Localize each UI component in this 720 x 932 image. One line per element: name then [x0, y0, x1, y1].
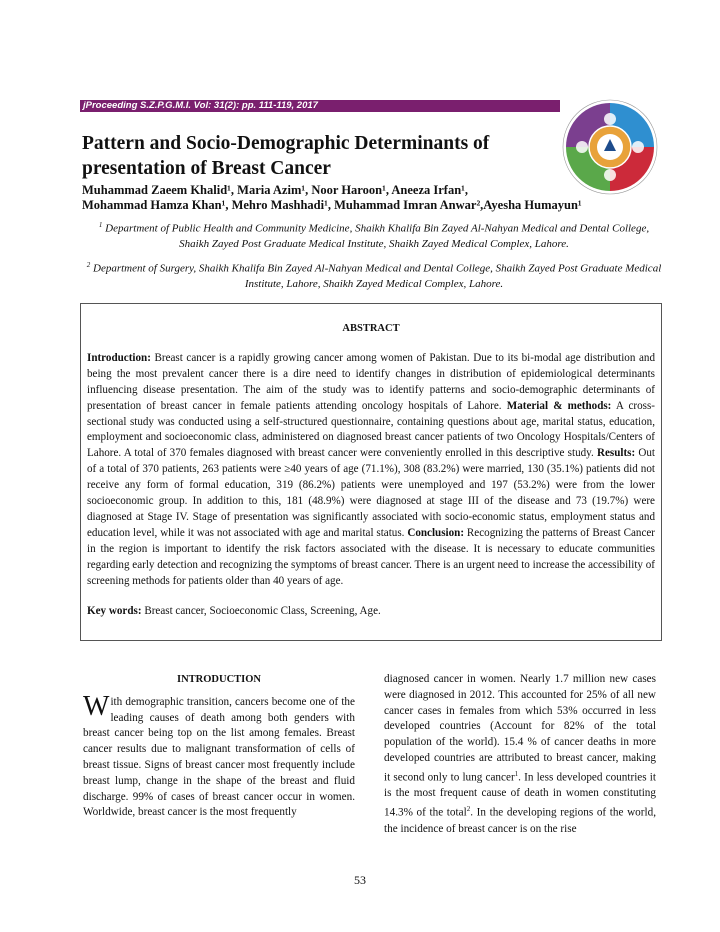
introduction-heading: INTRODUCTION [176, 674, 261, 685]
introduction-right-text-a: diagnosed cancer in women. Nearly 1.7 million new cases were diagnosed in 2012. This accounted for 25% of all new cancer cases in females from which 53% occurred in less developed countries (Account for 82% of the total population of the world). 15.4 % of cancer deaths in more developed countries are attributed to breast cancer, making it second only to lung cancer [384, 673, 656, 784]
keywords-label: Key words: [87, 604, 142, 617]
introduction-right-text-c: . In the developing regions of the world, the incidence of breast cancer is on the rise [384, 806, 656, 835]
introduction-left-text: ith demographic transition, cancers become one of the leading causes of death among both genders with breast cancer being top on the list among females. Breast cancer results due to malignant transformation of cells of breast tissue. Signs of breast cancer most frequently include breast lump, change in the shape of the breast and fluid discharge. 99% of cases of breast cancer occur in women. Worldwide, breast cancer is the most frequently [83, 695, 355, 819]
abstract-body [87, 351, 655, 590]
methods-label: Material & methods: [506, 399, 612, 412]
conclusion-label: Conclusion: [407, 526, 465, 539]
intro-text: Breast cancer is a rapidly growing cancer among women of Pakistan. Due to its bi-modal age distribution and being the most prevalent cancer there is a dire need to identify changes in distribution of epidemiological determinants influencing disease presentation. The aim of the study was to identify patterns and socio-demographic determinants of presentation of breast cancer in female patients attending oncology hospitals of Lahore. [87, 351, 655, 412]
results-text-b: 40 years of age (71.1%), 308 (83.2%) were married, 130 (35.1%) patients did not receive any form of formal education, 319 (86.2%) patients were unemployed and 197 (53.2%) were from the lower socioeconomic group. In addition to this, 181 (48.9%) were diagnosed at stage III of the disease and 73 (19.7%) were diagnosed at Stage IV. Stage of presentation was significantly associated with socio-economic status, employment status and education level, while it was not associated with age and marital status. [87, 463, 655, 539]
introduction-left-column [83, 672, 355, 821]
institute-logo-icon [562, 99, 658, 195]
authors-line-2: Mohammad Hamza Khan¹, Mehro Mashhadi¹, Muhammad Imran Anwar²,Ayesha Humayun¹ [82, 198, 582, 212]
keywords-text: Breast cancer, Socioeconomic Class, Screening, Age. [141, 604, 381, 617]
affiliation-2-number: 2 [86, 261, 91, 269]
affiliation-1-number: 1 [98, 221, 103, 229]
results-text-a: Out of a total of 370 patients, 263 patients were [87, 447, 655, 476]
introduction-right-text-b: . In less developed countries it is the most frequent cause of death in women constituting 14.3% of the total [384, 771, 656, 819]
reference-2: 2 [466, 805, 471, 814]
methods-text: A cross-sectional study was conducted using a self-structured questionnaire, containing questions about age, marital status, education, employment and socioeconomic class, administered on diagnosed breast cancer patients of two Oncology Hospitals/Centers of Lahore. A total of 370 females diagnosed with breast cancer were conveniently enrolled in this descriptive study. [87, 399, 656, 460]
affiliation-2-text: Department of Surgery, Shaikh Khalifa Bin Zayed Al-Nahyan Medical and Dental College, Shaikh Zayed Post Graduate Medical Institute, Lahore, Shaikh Zayed Medical Complex, Lahore. [93, 262, 662, 290]
keywords [87, 604, 655, 620]
results-geq-symbol: ≥ [284, 463, 291, 476]
conclusion-text: Recognizing the patterns of Breast Cancer in the region is important to identify the risk factors associated with the disease. It is necessary to educate communities regarding early detection and recognizing the symptoms of breast cancer. There is an urgent need to increase the accessibility of screening methods for patients older than 40 years of age. [87, 526, 655, 587]
author-list [82, 183, 682, 213]
abstract-box [80, 303, 662, 641]
affiliation-1-text: Department of Public Health and Community Medicine, Shaikh Khalifa Bin Zayed Al-Nahyan Medical and Dental College, Shaikh Zayed Post Graduate Medical Institute, Shaikh Zayed Medical Complex, Lahore. [105, 222, 650, 250]
authors-line-1: Muhammad Zaeem Khalid¹, Maria Azim¹, Noor Haroon¹, Aneeza Irfan¹, [82, 183, 469, 197]
affiliation-1 [84, 218, 664, 252]
drop-cap: W [83, 690, 110, 722]
paper-title: Pattern and Socio-Demographic Determinants of presentation of Breast Cancer [82, 133, 490, 179]
page-number: 53 [354, 873, 366, 887]
results-label: Results: [596, 447, 636, 460]
abstract-heading: ABSTRACT [342, 323, 400, 334]
reference-1: 1 [514, 769, 519, 778]
affiliation-2 [84, 258, 664, 292]
introduction-right-column [384, 672, 656, 837]
journal-banner: jProceeding S.Z.P.G.M.I. Vol: 31(2): pp. 111-119, 2017 [80, 100, 560, 112]
intro-label: Introduction: [87, 351, 151, 364]
